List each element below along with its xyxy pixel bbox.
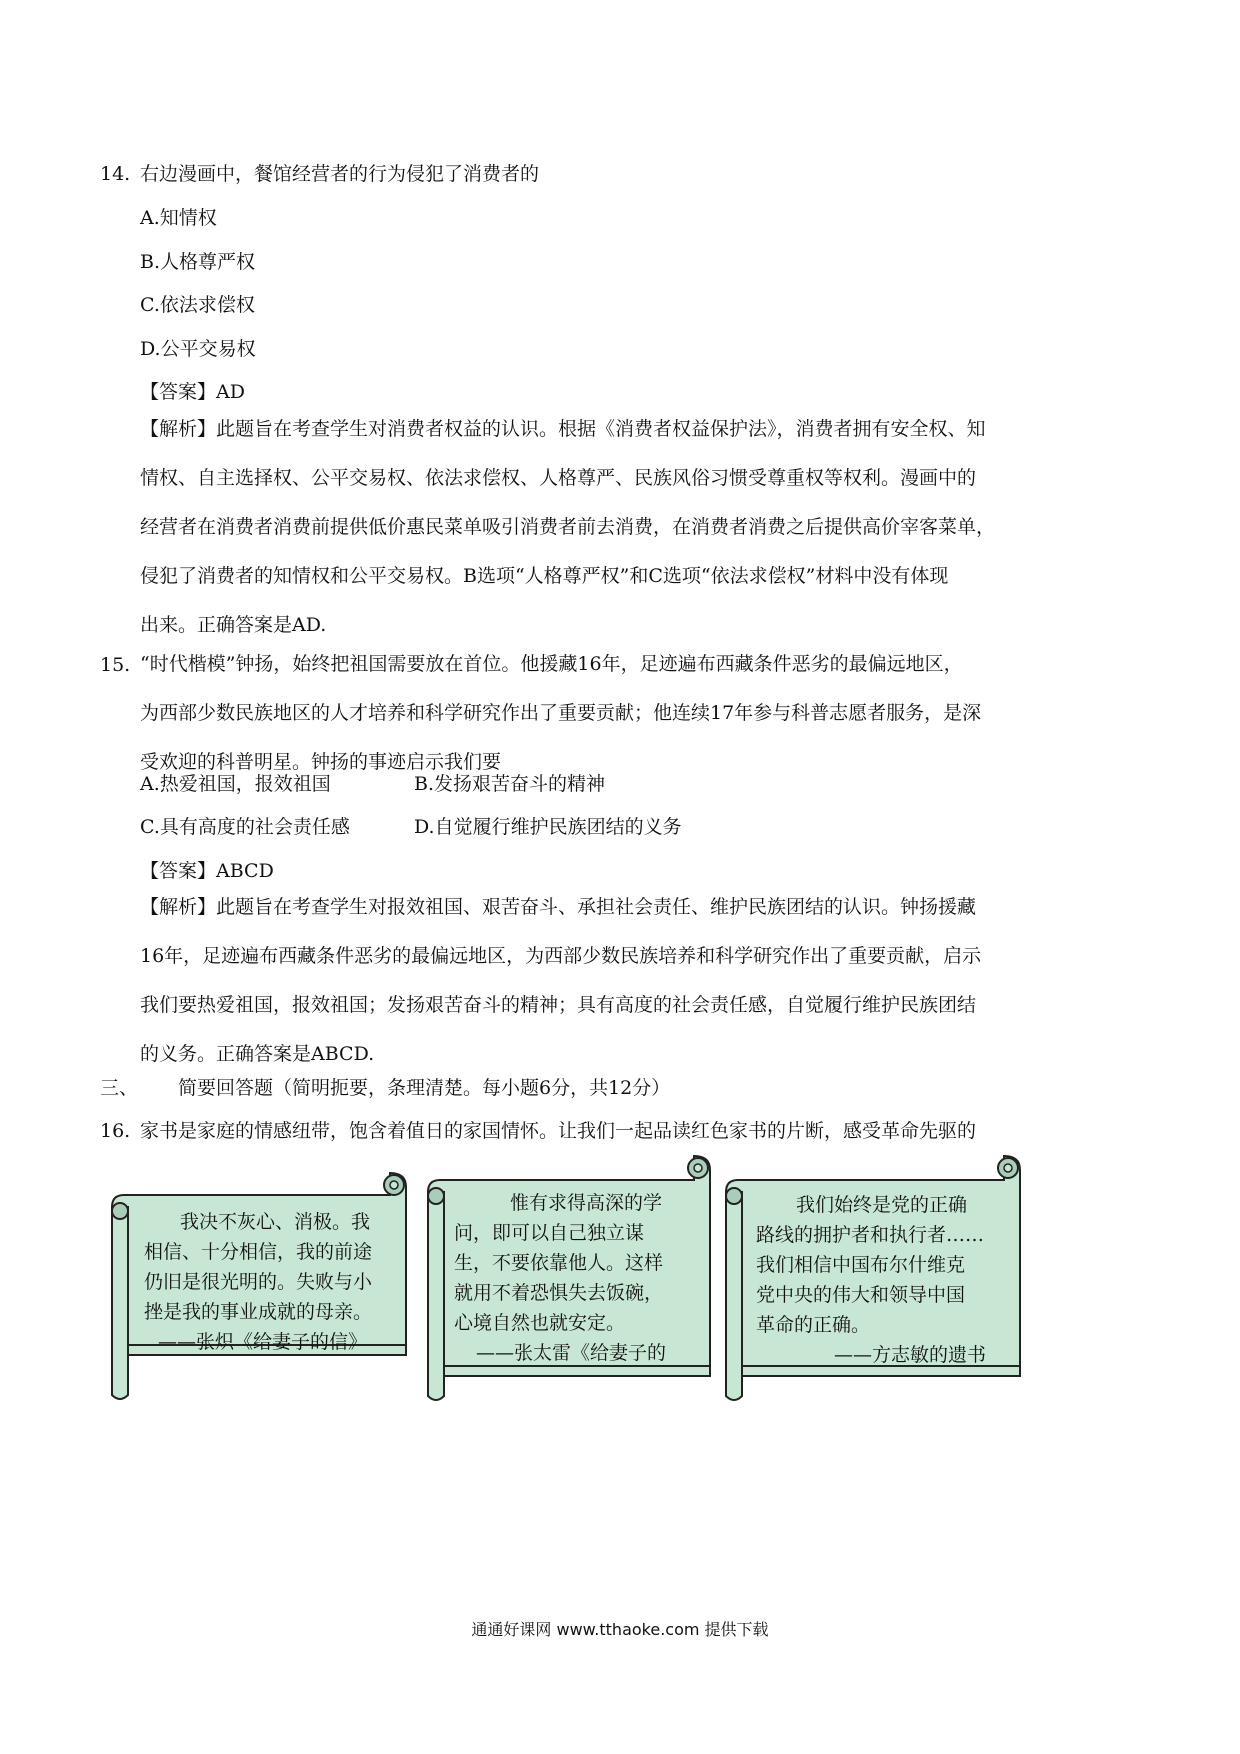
- q14-analysis-line: 【解析】此题旨在考查学生对消费者权益的认识。根据《消费者权益保护法》，消费者拥有安全权、知: [140, 418, 986, 440]
- q15-analysis-line: 【解析】此题旨在考查学生对报效祖国、艰苦奋斗、承担社会责任、维护民族团结的认识。钟扬援藏: [140, 896, 977, 918]
- q15-number: 15.: [100, 654, 131, 676]
- letter-scroll-2: [418, 1148, 712, 1405]
- q14-option-c: C.依法求偿权: [140, 294, 255, 316]
- q15-analysis-line: 16年，足迹遍布西藏条件恶劣的最偏远地区，为西部少数民族培养和科学研究作出了重要贡献，启示: [140, 945, 982, 967]
- section3-number: 三、: [100, 1077, 139, 1099]
- section3-title: 简要回答题（简明扼要，条理清楚。每小题6分，共12分）: [178, 1077, 671, 1099]
- scroll-line: 生，不要依靠他人。这样: [454, 1252, 664, 1274]
- scroll-line: 党中央的伟大和领导中国: [756, 1284, 966, 1306]
- scroll-line: ——张炽《给妻子的信》: [158, 1331, 368, 1353]
- q14-option-a: A.知情权: [140, 207, 217, 229]
- q15-stem-line: “时代楷模”钟扬，始终把祖国需要放在首位。他援藏16年，足迹遍布西藏条件恶劣的最偏远地区，: [140, 653, 963, 675]
- q14-analysis-line: 出来。正确答案是AD.: [140, 614, 327, 636]
- scroll-line: 问，即可以自己独立谋: [454, 1222, 645, 1244]
- scroll-line: 路线的拥护者和执行者……: [756, 1224, 985, 1246]
- scroll-line: 我们始终是党的正确: [796, 1194, 968, 1216]
- letter-scroll-3: [716, 1148, 1022, 1405]
- scroll-line: 相信、十分相信，我的前途: [144, 1241, 373, 1263]
- q16-stem: 家书是家庭的情感纽带，饱含着值日的家国情怀。让我们一起品读红色家书的片断，感受革命先驱的: [140, 1120, 977, 1142]
- q14-option-b: B.人格尊严权: [140, 251, 256, 273]
- scroll-line: 就用不着恐惧失去饭碗，: [454, 1282, 664, 1304]
- q15-stem-line: 受欢迎的科普明星。钟扬的事迹启示我们要: [140, 751, 502, 773]
- scroll-3-text: [756, 1190, 986, 1370]
- scroll-2-text: [454, 1188, 666, 1368]
- q15-analysis: [140, 883, 981, 1079]
- scroll-line: 挫是我的事业成就的母亲。: [144, 1301, 373, 1323]
- q15-analysis-line: 的义务。正确答案是ABCD.: [140, 1043, 375, 1065]
- q15-stem: [140, 640, 981, 787]
- q15-option-a: A.热爱祖国，报效祖国: [140, 773, 331, 795]
- scroll-line: 仍旧是很光明的。失败与小: [144, 1271, 373, 1293]
- q15-option-b: B.发扬艰苦奋斗的精神: [414, 773, 606, 795]
- scroll-line: 惟有求得高深的学: [510, 1192, 663, 1214]
- scroll-line: ——张太雷《给妻子的: [476, 1342, 667, 1364]
- q14-analysis-line: 情权、自主选择权、公平交易权、依法求偿权、人格尊严、民族风俗习惯受尊重权等权利。漫画中的: [140, 467, 977, 489]
- scroll-line: 心境自然也就安定。: [454, 1312, 626, 1334]
- q14-option-d: D.公平交易权: [140, 338, 256, 360]
- letter-scroll-1: [100, 1165, 410, 1405]
- q16-number: 16.: [100, 1120, 131, 1142]
- scroll-line: 我们相信中国布尔什维克: [756, 1254, 966, 1276]
- q15-option-d: D.自觉履行维护民族团结的义务: [414, 816, 682, 838]
- scroll-line: 我决不灰心、消极。我: [180, 1211, 371, 1233]
- scroll-1-text: [144, 1207, 372, 1357]
- scroll-line: 革命的正确。: [756, 1314, 871, 1336]
- q14-answer: 【答案】AD: [140, 381, 245, 403]
- q15-analysis-line: 我们要热爱祖国，报效祖国；发扬艰苦奋斗的精神；具有高度的社会责任感，自觉履行维护民族团结: [140, 994, 977, 1016]
- q14-analysis-line: 经营者在消费者消费前提供低价惠民菜单吸引消费者前去消费，在消费者消费之后提供高价宰客菜单，: [140, 516, 996, 538]
- footer-download-note: 通通好课网 www.tthaoke.com 提供下载: [471, 1620, 769, 1639]
- q15-answer: 【答案】ABCD: [140, 860, 274, 882]
- q15-stem-line: 为西部少数民族地区的人才培养和科学研究作出了重要贡献；他连续17年参与科普志愿者服务，是深: [140, 702, 982, 724]
- q14-number: 14.: [100, 163, 131, 185]
- q14-analysis-line: 侵犯了消费者的知情权和公平交易权。B选项“人格尊严权”和C选项“依法求偿权”材料中没有体现: [140, 565, 949, 587]
- scroll-line: ——方志敏的遗书: [834, 1344, 987, 1366]
- q14-stem: 右边漫画中，餐馆经营者的行为侵犯了消费者的: [140, 163, 540, 185]
- q15-option-c: C.具有高度的社会责任感: [140, 816, 350, 838]
- q14-analysis: [140, 405, 995, 650]
